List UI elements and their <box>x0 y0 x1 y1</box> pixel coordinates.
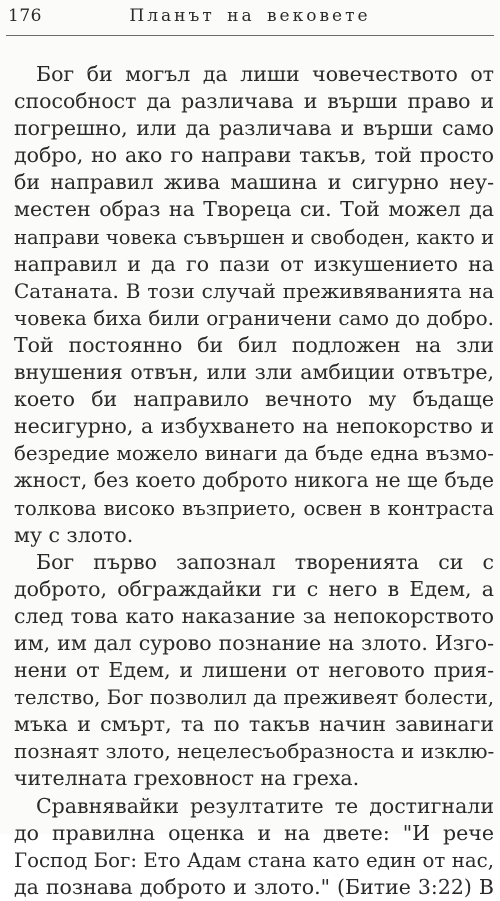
text-line: до правилна оценка и на двете: "И рече <box>14 820 494 845</box>
text-line: познаят злото, нецелесъобразноста и изклю- <box>14 739 495 764</box>
text-line: би направил жива машина и сигурно неу- <box>14 170 494 195</box>
text-line: направил и да го пази от изкушението на <box>14 251 494 276</box>
text-line: телство, Бог позволил да преживеят болести, <box>14 686 495 710</box>
text-line: Бог първо запознал творенията си с <box>36 549 494 574</box>
header-divider <box>6 35 494 36</box>
text-line: направи човека съвършен и свободен, както и <box>14 225 495 249</box>
text-line: му с злото. <box>14 522 134 547</box>
page-header <box>8 6 492 30</box>
text-line: погрешно, или да различава и върши само <box>14 116 494 141</box>
text-line: жност, без което доброто никога не ще бъде <box>14 468 494 493</box>
text-line: което би направило вечното му бъдаще <box>14 387 494 412</box>
paragraph-2 <box>14 549 494 793</box>
page-number: 176 <box>8 6 42 26</box>
running-title: Планът на вековете <box>129 6 371 26</box>
text-line: способност да различава и върши право и <box>14 89 494 114</box>
text-line: безредие можело винаги да бъде една възмо- <box>14 442 494 466</box>
text-line: толкова високо възприето, освен в контраста <box>14 496 494 520</box>
text-line: човека биха били ограничени само до добро. <box>14 305 494 330</box>
text-line: да познава доброто и злото." (Битие 3:22) В <box>14 874 494 899</box>
text-line: доброто, обграждайки ги с него в Едем, а <box>14 576 494 601</box>
text-line: Сравнявайки резултатите те достигнали <box>36 793 494 818</box>
text-line: нени от Едем, и лишени от неговото прия- <box>14 658 494 683</box>
text-line: добро, но ако го направи такъв, той просто <box>14 143 494 168</box>
body-text <box>14 61 494 901</box>
text-line: несигурно, а избухването на непокорство и <box>14 414 494 439</box>
paragraph-3 <box>14 793 494 901</box>
text-line: чителната греховност на греха. <box>14 766 360 791</box>
text-line: местен образ на Твореца си. Той можел да <box>14 197 494 222</box>
text-line: Бог би могъл да лиши човечеството от <box>36 62 494 86</box>
text-line: внушения отвън, или зли амбиции отвътре, <box>14 360 494 385</box>
text-line: Господ Бог: Ето Адам стана като един от нас, <box>14 848 494 872</box>
text-line: мъка и смърт, та по такъв начин завинаги <box>14 712 494 737</box>
text-line: Той постоянно би бил подложен на зли <box>14 332 494 357</box>
text-line: след това като наказание за непокорството <box>14 603 494 628</box>
text-line: Сатаната. В този случай преживяванията на <box>14 278 494 303</box>
text-line: им, им дал сурово познание на злото. Изго- <box>14 630 494 655</box>
paragraph-1 <box>14 61 494 549</box>
